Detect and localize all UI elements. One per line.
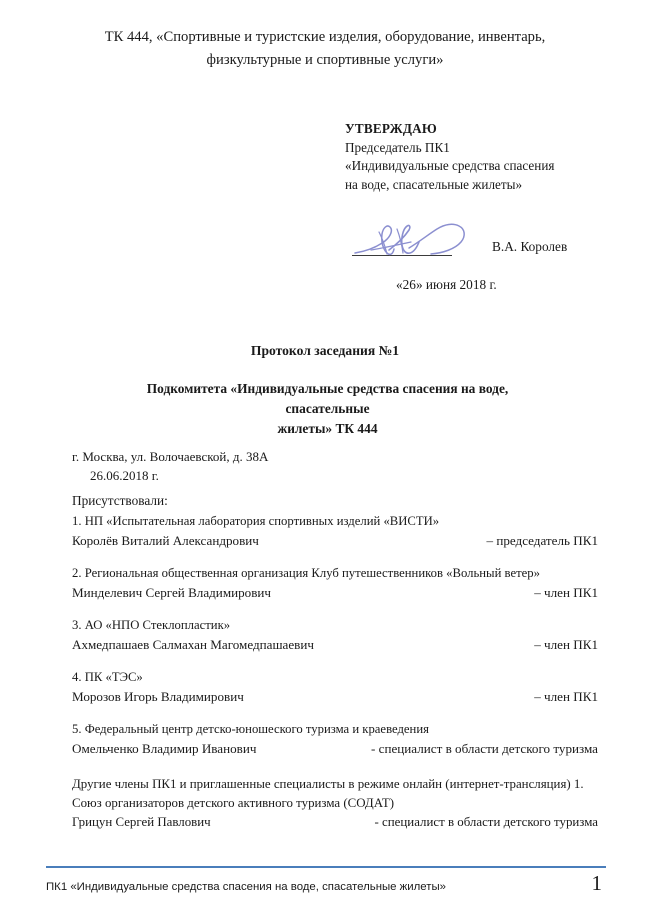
signature-line [352,255,452,256]
footer-row [46,868,606,893]
attendees-list [72,512,598,772]
attendee-organization: 4. ПК «ТЭС» [72,670,143,684]
document-title-line-2: физкультурные и спортивные услуги» [206,52,444,68]
other-members-line-2: Союз организаторов детского активного туризма (СОДАТ) [72,796,395,810]
footer-text: ПК1 «Индивидуальные средства спасения на воде, спасательные жилеты» [46,881,446,893]
attendee-row [72,687,598,706]
other-members-line-1: Другие члены ПК1 и приглашенные специалисты в режиме онлайн (интернет-трансляция) 1. [72,777,584,791]
protocol-subtitle-line-2: жилеты» ТК 444 [277,421,378,436]
other-member-name: Грицун Сергей Павлович [72,815,211,829]
attendee-role: – председатель ПК1 [486,533,598,548]
page-footer [46,866,606,893]
attendee-organization: 1. НП «Испытательная лаборатория спортивных изделий «ВИСТИ» [72,514,440,528]
attendee-name: Омельченко Владимир Иванович [72,741,257,756]
approval-subcommittee-line-2: на воде, спасательные жилеты» [345,176,523,192]
approval-chairman-line: Председатель ПК1 [345,139,450,155]
approval-heading: УТВЕРЖДАЮ [345,121,437,136]
protocol-subtitle-line-1: Подкомитета «Индивидуальные средства спасения на воде, спасательные [146,381,509,416]
attendee-organization: 2. Региональная общественная организация Клуб путешественников «Вольный ветер» [72,566,540,580]
attendee-row [72,635,598,654]
page-number: 1 [591,871,602,895]
approval-block [345,120,600,194]
handwritten-signature-icon [349,220,479,264]
document-title [60,26,590,72]
other-members-row [72,813,598,832]
protocol-number-heading: Протокол заседания №1 [250,343,400,358]
attendee-name: Морозов Игорь Владимирович [72,689,244,704]
attendee-entry [72,512,598,550]
protocol-subtitle [105,379,550,439]
place-and-date [72,447,268,485]
approval-subcommittee-line-1: «Индивидуальные средства спасения [345,158,555,173]
attendee-entry [72,616,598,654]
meeting-date: 26.06.2018 г. [90,468,159,483]
other-member-role: - специалист в области детского туризма [374,815,598,829]
signer-name: В.А. Королев [492,239,568,254]
attendee-role: - специалист в области детского туризма [371,741,598,756]
attendee-organization: 3. АО «НПО Стеклопластик» [72,618,231,632]
attendee-entry [72,564,598,602]
other-members-block [72,775,598,832]
attendee-row [72,531,598,550]
attendee-row [72,739,598,758]
attendee-name: Ахмедпашаев Салмахан Магомедпашаевич [72,637,314,652]
attendees-heading: Присутствовали: [72,493,168,508]
document-title-line-1: ТК 444, «Спортивные и туристские изделия, оборудование, инвентарь, [104,29,546,45]
attendee-name: Королёв Виталий Александрович [72,533,259,548]
attendee-organization: 5. Федеральный центр детско-юношеского туризма и краеведения [72,722,429,736]
signature-date: «26» июня 2018 г. [396,277,497,292]
attendee-entry [72,720,598,758]
attendee-role: – член ПК1 [534,689,598,704]
attendee-entry [72,668,598,706]
meeting-address: г. Москва, ул. Волочаевской, д. 38А [72,449,269,464]
attendee-row [72,583,598,602]
attendee-name: Минделевич Сергей Владимирович [72,585,271,600]
attendee-role: – член ПК1 [534,585,598,600]
attendee-role: – член ПК1 [534,637,598,652]
signature-area [345,222,605,282]
